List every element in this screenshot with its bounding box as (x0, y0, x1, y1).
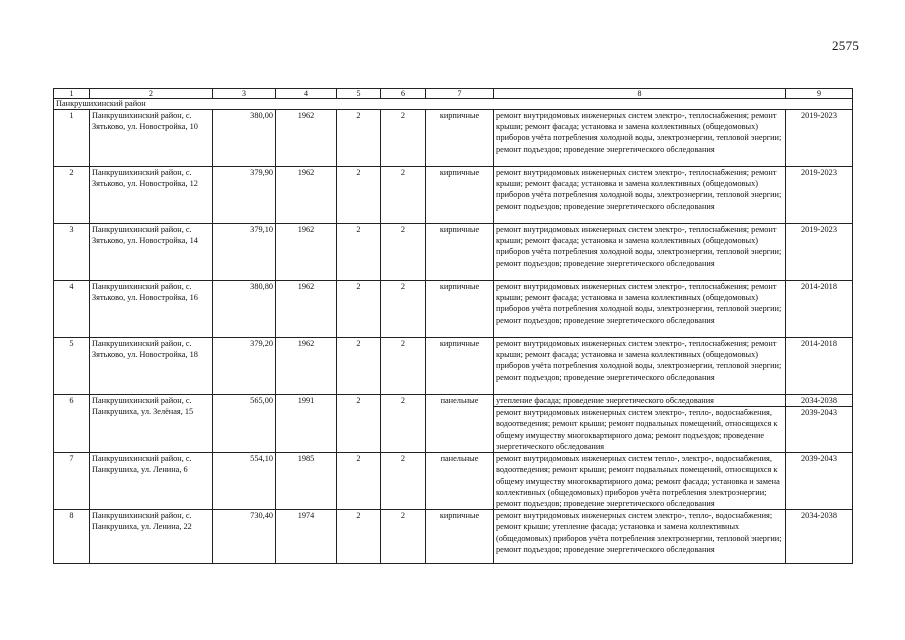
wall-material-cell: кирпичные (426, 281, 494, 338)
floors-cell: 2 (337, 453, 381, 510)
period-cell: 2034-2038 (786, 395, 853, 407)
address-cell: Панкрушихинский район, с. Зятьково, ул. Новостройка, 16 (90, 281, 213, 338)
floors-cell: 2 (337, 167, 381, 224)
year-cell: 1974 (276, 510, 337, 564)
period-cell: 2039-2043 (786, 453, 853, 510)
period-cell: 2034-2038 (786, 510, 853, 564)
works-cell: ремонт внутридомовых инженерных систем электро-, теплоснабжения; ремонт крыши; ремонт фасада; установка и замена коллективных (общедомовых) приборов учёта потребления холодной воды, электроэнергии, тепловой энергии; ремонт подъездов; проведение энергетического обследования (494, 110, 786, 167)
address-cell: Панкрушихинский район, с. Зятьково, ул. Новостройка, 14 (90, 224, 213, 281)
floors-cell: 2 (337, 395, 381, 453)
period-cell: 2014-2018 (786, 281, 853, 338)
col-header: 5 (337, 89, 381, 99)
district-name: Панкрушихинский район (54, 99, 853, 110)
table-row (54, 453, 853, 510)
floors-cell: 2 (337, 110, 381, 167)
area-cell: 730,40 (213, 510, 276, 564)
works-cell: ремонт внутридомовых инженерных систем электро-, теплоснабжения; ремонт крыши; ремонт фасада; установка и замена коллективных (общедомовых) приборов учёта потребления холодной воды, электроэнергии, тепловой энергии; ремонт подъездов; проведение энергетического обследования (494, 167, 786, 224)
table-row (54, 224, 853, 281)
col-header: 1 (54, 89, 90, 99)
row-number: 5 (54, 338, 90, 395)
works-cell: ремонт внутридомовых инженерных систем электро-, тепло-, водоснабжения, водоотведения; ремонт крыши; ремонт подвальных помещений, относящихся к общему имуществу многоквартирного дома; ремонт подъездов; проведение энергетического обследования (494, 407, 786, 453)
row-number: 3 (54, 224, 90, 281)
year-cell: 1962 (276, 224, 337, 281)
works-cell: ремонт внутридомовых инженерных систем электро-, тепло-, водоснабжения; ремонт крыши; утепление фасада; установка и замена коллективных (общедомовых) приборов учёта потребления электроэнергии, тепловой энергии; ремонт подъездов; проведение энергетического обследования (494, 510, 786, 564)
entrances-cell: 2 (381, 338, 426, 395)
col-header: 8 (494, 89, 786, 99)
period-cell: 2019-2023 (786, 110, 853, 167)
row-number: 1 (54, 110, 90, 167)
year-cell: 1962 (276, 110, 337, 167)
address-cell: Панкрушихинский район, с. Панкрушиха, ул. Ленина, 22 (90, 510, 213, 564)
entrances-cell: 2 (381, 395, 426, 453)
area-cell: 380,00 (213, 110, 276, 167)
table-row (54, 395, 853, 407)
floors-cell: 2 (337, 338, 381, 395)
address-cell: Панкрушихинский район, с. Панкрушиха, ул. Ленина, 6 (90, 453, 213, 510)
column-number-row (54, 89, 853, 99)
floors-cell: 2 (337, 224, 381, 281)
area-cell: 379,20 (213, 338, 276, 395)
col-header: 6 (381, 89, 426, 99)
col-header: 4 (276, 89, 337, 99)
address-cell: Панкрушихинский район, с. Зятьково, ул. Новостройка, 18 (90, 338, 213, 395)
table-row (54, 110, 853, 167)
wall-material-cell: кирпичные (426, 167, 494, 224)
year-cell: 1962 (276, 167, 337, 224)
works-cell: утепление фасада; проведение энергетического обследования (494, 395, 786, 407)
wall-material-cell: кирпичные (426, 110, 494, 167)
area-cell: 380,80 (213, 281, 276, 338)
table-row (54, 338, 853, 395)
col-header: 3 (213, 89, 276, 99)
floors-cell: 2 (337, 281, 381, 338)
works-cell: ремонт внутридомовых инженерных систем электро-, теплоснабжения; ремонт крыши; ремонт фасада; установка и замена коллективных (общедомовых) приборов учёта потребления холодной воды, электроэнергии, тепловой энергии; ремонт подъездов; проведение энергетического обследования (494, 224, 786, 281)
row-number: 7 (54, 453, 90, 510)
works-cell: ремонт внутридомовых инженерных систем электро-, теплоснабжения; ремонт крыши; ремонт фасада; установка и замена коллективных (общедомовых) приборов учёта потребления холодной воды, электроэнергии, тепловой энергии; ремонт подъездов; проведение энергетического обследования (494, 338, 786, 395)
year-cell: 1962 (276, 338, 337, 395)
row-number: 4 (54, 281, 90, 338)
wall-material-cell: панельные (426, 395, 494, 453)
page-number: 2575 (832, 38, 860, 53)
entrances-cell: 2 (381, 453, 426, 510)
area-cell: 379,10 (213, 224, 276, 281)
period-cell: 2019-2023 (786, 224, 853, 281)
entrances-cell: 2 (381, 110, 426, 167)
wall-material-cell: кирпичные (426, 510, 494, 564)
period-cell: 2014-2018 (786, 338, 853, 395)
row-number: 8 (54, 510, 90, 564)
table-row (54, 510, 853, 564)
col-header: 7 (426, 89, 494, 99)
table-row (54, 167, 853, 224)
floors-cell: 2 (337, 510, 381, 564)
table-row (54, 281, 853, 338)
works-cell: ремонт внутридомовых инженерных систем электро-, теплоснабжения; ремонт крыши; ремонт фасада; установка и замена коллективных (общедомовых) приборов учёта потребления холодной воды, электроэнергии, тепловой энергии; ремонт подъездов; проведение энергетического обследования (494, 281, 786, 338)
area-cell: 565,00 (213, 395, 276, 453)
col-header: 2 (90, 89, 213, 99)
housing-table (53, 88, 853, 564)
entrances-cell: 2 (381, 224, 426, 281)
entrances-cell: 2 (381, 281, 426, 338)
district-row (54, 99, 853, 110)
address-cell: Панкрушихинский район, с. Панкрушиха, ул. Зелёная, 15 (90, 395, 213, 453)
year-cell: 1962 (276, 281, 337, 338)
works-cell: ремонт внутридомовых инженерных систем тепло-, электро-, водоснабжения, водоотведения; ремонт крыши; ремонт подвальных помещений, относящихся к общему имуществу многоквартирного дома; ремонт фасада; установка и замена коллективных (общедомовых) приборов учёта потребления электроэнергии; ремонт подъездов; проведение энергетического обследования (494, 453, 786, 510)
entrances-cell: 2 (381, 167, 426, 224)
address-cell: Панкрушихинский район, с. Зятьково, ул. Новостройка, 12 (90, 167, 213, 224)
wall-material-cell: кирпичные (426, 224, 494, 281)
area-cell: 379,90 (213, 167, 276, 224)
wall-material-cell: панельные (426, 453, 494, 510)
period-cell: 2039-2043 (786, 407, 853, 453)
col-header: 9 (786, 89, 853, 99)
period-cell: 2019-2023 (786, 167, 853, 224)
area-cell: 554,10 (213, 453, 276, 510)
wall-material-cell: кирпичные (426, 338, 494, 395)
year-cell: 1991 (276, 395, 337, 453)
year-cell: 1985 (276, 453, 337, 510)
row-number: 6 (54, 395, 90, 453)
address-cell: Панкрушихинский район, с. Зятьково, ул. Новостройка, 10 (90, 110, 213, 167)
entrances-cell: 2 (381, 510, 426, 564)
row-number: 2 (54, 167, 90, 224)
